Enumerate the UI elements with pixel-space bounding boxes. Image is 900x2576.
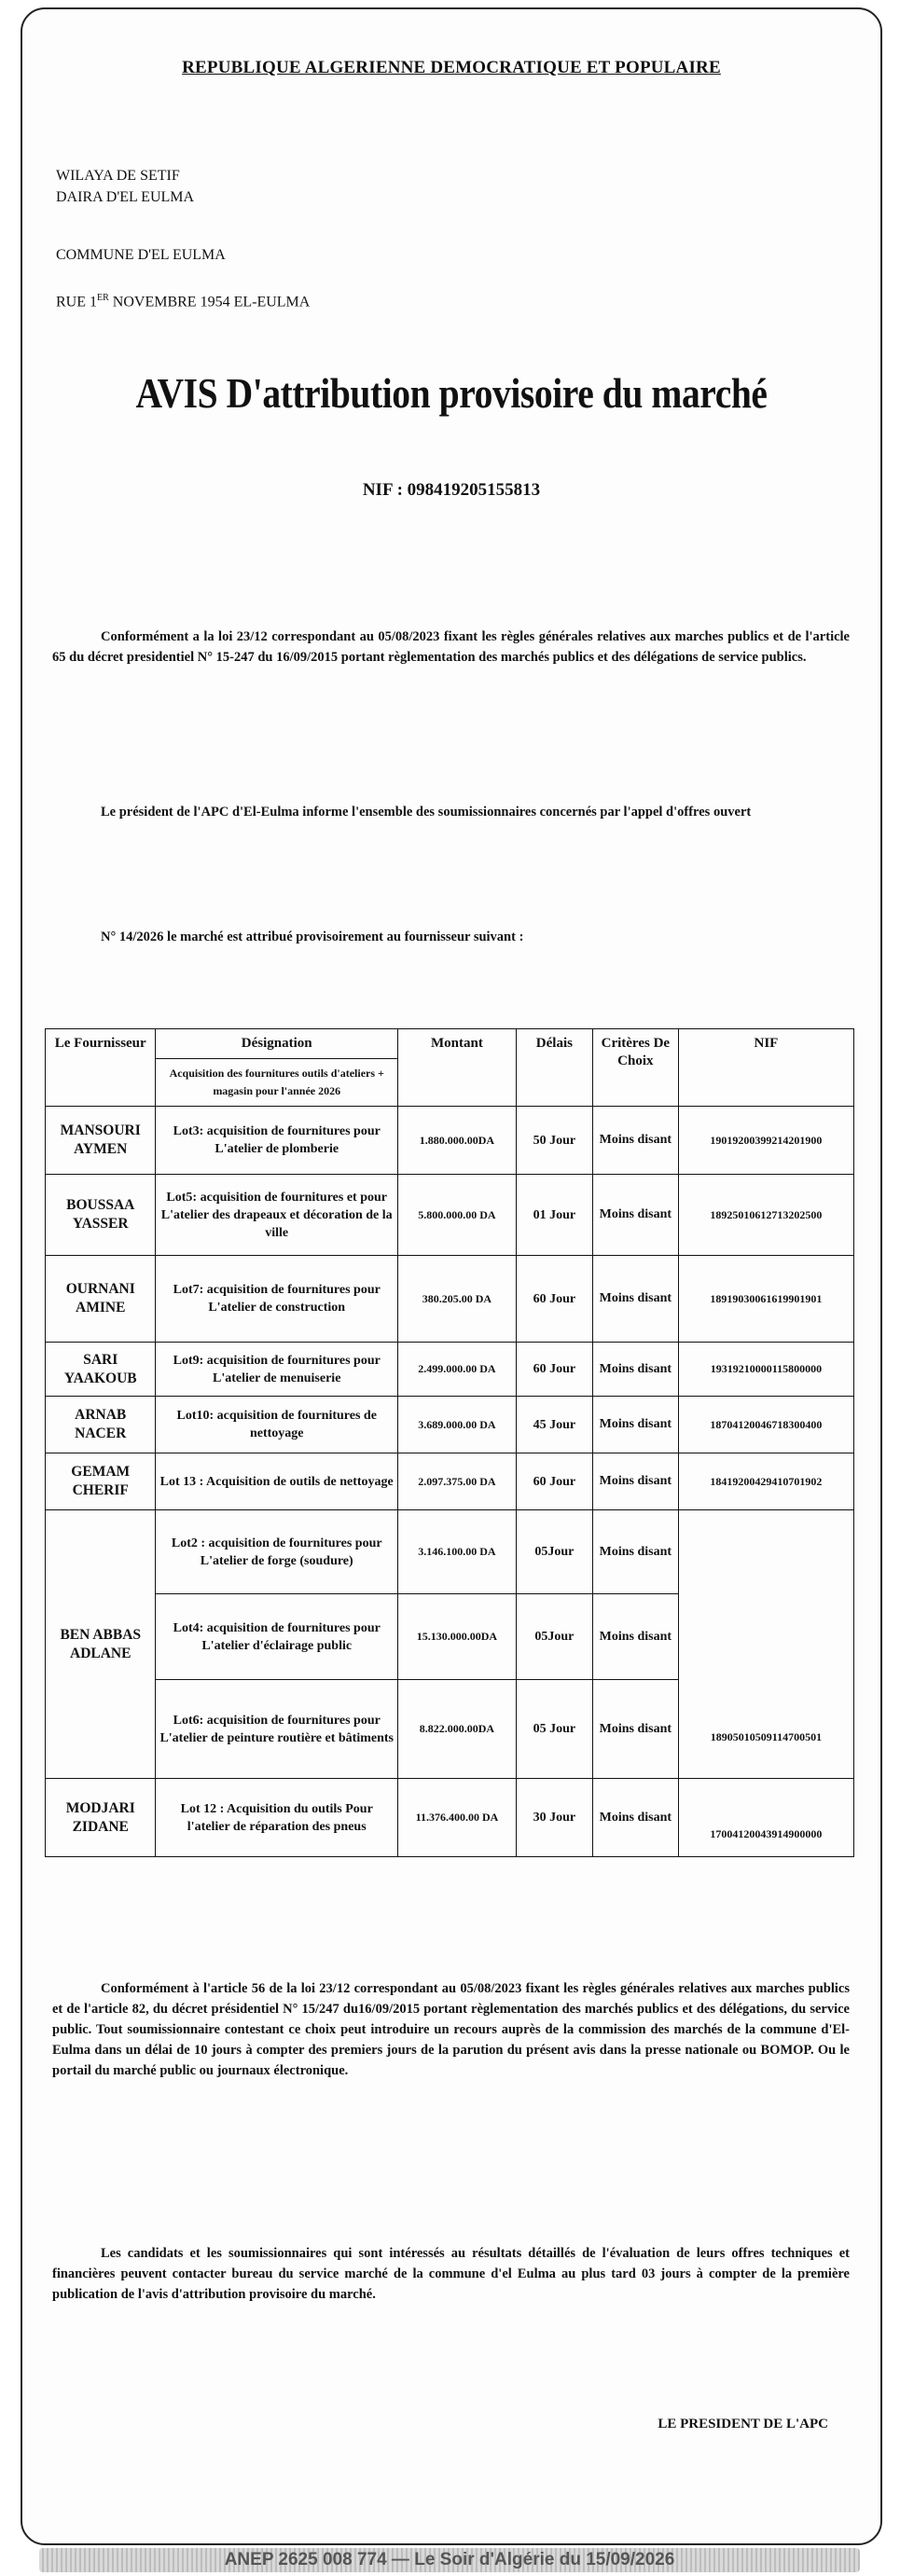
rue-sup: ER xyxy=(97,293,109,303)
cell-montant: 5.800.000.00 DA xyxy=(397,1175,516,1256)
cell-fournisseur: MODJARI ZIDANE xyxy=(46,1779,156,1857)
cell-montant: 2.499.000.00 DA xyxy=(397,1343,516,1397)
cell-delais: 05Jour xyxy=(516,1594,592,1680)
cell-montant: 1.880.000.00DA xyxy=(397,1107,516,1175)
cell-fournisseur: SARI YAAKOUB xyxy=(46,1343,156,1397)
cell-delais: 60 Jour xyxy=(516,1343,592,1397)
cell-criteres: Moins disant xyxy=(592,1680,678,1779)
paragraph-attribution: N° 14/2026 le marché est attribué provisoirement au fournisseur suivant : xyxy=(101,930,524,944)
cell-nif-group: 18905010509114700501 xyxy=(678,1510,853,1779)
cell-criteres: Moins disant xyxy=(592,1779,678,1857)
wilaya-line: WILAYA DE SETIF xyxy=(56,168,180,184)
cell-montant: 3.146.100.00 DA xyxy=(397,1510,516,1594)
rue-suffix: NOVEMBRE 1954 EL-EULMA xyxy=(108,294,311,310)
cell-designation: Lot2 : acquisition de fournitures pour L'atelier de forge (soudure) xyxy=(156,1510,398,1594)
table-row xyxy=(46,1343,854,1397)
cell-nif: 19319210000115800000 xyxy=(678,1343,853,1397)
header-fournisseur: Le Fournisseur xyxy=(46,1029,156,1107)
cell-montant: 2.097.375.00 DA xyxy=(397,1453,516,1510)
cell-criteres: Moins disant xyxy=(592,1175,678,1256)
cell-delais: 05 Jour xyxy=(516,1680,592,1779)
publication-banner: ANEP 2625 008 774 — Le Soir d'Algérie du 15/09/2026 xyxy=(39,2548,860,2572)
rue-prefix: RUE 1 xyxy=(56,294,97,310)
cell-nif: 18704120046718300400 xyxy=(678,1397,853,1453)
table-row xyxy=(46,1175,854,1256)
cell-nif: 18925010612713202500 xyxy=(678,1175,853,1256)
cell-fournisseur-group: BEN ABBAS ADLANE xyxy=(46,1510,156,1779)
cell-nif: 18919030061619901901 xyxy=(678,1256,853,1343)
cell-designation: Lot5: acquisition de fournitures et pour L'atelier des drapeaux et décoration de la ville xyxy=(156,1175,398,1256)
cell-delais: 05Jour xyxy=(516,1510,592,1594)
cell-montant: 8.822.000.00DA xyxy=(397,1680,516,1779)
cell-delais: 60 Jour xyxy=(516,1256,592,1343)
header-nif: NIF xyxy=(678,1029,853,1107)
cell-criteres: Moins disant xyxy=(592,1510,678,1594)
cell-criteres: Moins disant xyxy=(592,1107,678,1175)
table-header-row xyxy=(46,1029,854,1059)
table-row xyxy=(46,1107,854,1175)
paragraph-president: Le président de l'APC d'El-Eulma informe l'ensemble des soumissionnaires concernés par l'appel d'offres ouvert xyxy=(101,805,752,820)
cell-designation: Lot9: acquisition de fournitures pour L'atelier de menuiserie xyxy=(156,1343,398,1397)
table-row xyxy=(46,1453,854,1510)
rue-line xyxy=(56,293,310,310)
table-row xyxy=(46,1256,854,1343)
cell-criteres: Moins disant xyxy=(592,1594,678,1680)
cell-fournisseur: MANSOURI AYMEN xyxy=(46,1107,156,1175)
cell-delais: 50 Jour xyxy=(516,1107,592,1175)
signature: LE PRESIDENT DE L'APC xyxy=(658,2417,828,2431)
cell-delais: 30 Jour xyxy=(516,1779,592,1857)
cell-fournisseur: GEMAM CHERIF xyxy=(46,1453,156,1510)
cell-designation: Lot4: acquisition de fournitures pour L'atelier d'éclairage public xyxy=(156,1594,398,1680)
daira-line: DAIRA D'EL EULMA xyxy=(56,189,195,205)
cell-designation: Lot10: acquisition de fournitures de nettoyage xyxy=(156,1397,398,1453)
cell-montant: 15.130.000.00DA xyxy=(397,1594,516,1680)
cell-montant: 3.689.000.00 DA xyxy=(397,1397,516,1453)
cell-criteres: Moins disant xyxy=(592,1453,678,1510)
table-row xyxy=(46,1779,854,1857)
cell-delais: 60 Jour xyxy=(516,1453,592,1510)
republique-heading: REPUBLIQUE ALGERIENNE DEMOCRATIQUE ET POPULAIRE xyxy=(182,58,721,77)
cell-criteres: Moins disant xyxy=(592,1397,678,1453)
cell-delais: 01 Jour xyxy=(516,1175,592,1256)
cell-fournisseur: BOUSSAA YASSER xyxy=(46,1175,156,1256)
header-designation-sub: Acquisition des fournitures outils d'ateliers + magasin pour l'année 2026 xyxy=(156,1059,398,1107)
table-row xyxy=(46,1397,854,1453)
cell-delais: 45 Jour xyxy=(516,1397,592,1453)
cell-nif: 17004120043914900000 xyxy=(678,1779,853,1857)
paragraph-recours: Conformément à l'article 56 de la loi 23/12 correspondant au 05/08/2023 fixant les règles générales relatives aux marches publics et de l'article 82, du décret présidentiel N° 15/247 du16/09/2015 portant règlementation des marchés publics et des délégations, du service public. Tout soumissionnaire contestant ce choix peut introduire un recours auprès de la commission des marchés de la commune d'El-Eulma dans un délai de 10 jours à compter des premiers jours de la parution du présent avis dans la presse nationale ou BOMOP. Ou le portail du marché public ou journaux électronique. xyxy=(52,1981,850,2078)
cell-designation: Lot7: acquisition de fournitures pour L'atelier de construction xyxy=(156,1256,398,1343)
cell-fournisseur: ARNAB NACER xyxy=(46,1397,156,1453)
cell-designation: Lot6: acquisition de fournitures pour L'atelier de peinture routière et bâtiments xyxy=(156,1680,398,1779)
cell-criteres: Moins disant xyxy=(592,1343,678,1397)
cell-fournisseur: OURNANI AMINE xyxy=(46,1256,156,1343)
commune-line: COMMUNE D'EL EULMA xyxy=(56,247,226,263)
table-row xyxy=(46,1510,854,1594)
cell-montant: 11.376.400.00 DA xyxy=(397,1779,516,1857)
page-title: AVIS D'attribution provisoire du marché xyxy=(135,369,768,417)
header-delais: Délais xyxy=(516,1029,592,1107)
cell-designation: Lot 12 : Acquisition du outils Pour l'atelier de réparation des pneus xyxy=(156,1779,398,1857)
cell-designation: Lot 13 : Acquisition de outils de nettoyage xyxy=(156,1453,398,1510)
cell-criteres: Moins disant xyxy=(592,1256,678,1343)
nif-number: NIF : 098419205155813 xyxy=(362,480,541,500)
header-designation: Désignation xyxy=(156,1029,398,1059)
paragraph-candidats: Les candidats et les soumissionnaires qui sont intéressés au résultats détaillés de l'évaluation de leurs offres techniques et financières peuvent contacter bureau du service marché de la commune d'el Eulma au plus tard 03 jours à compter de la première publication de l'avis d'attribution provisoire du marché. xyxy=(52,2246,850,2302)
cell-nif: 19019200399214201900 xyxy=(678,1107,853,1175)
header-criteres: Critères De Choix xyxy=(592,1029,678,1107)
attribution-table xyxy=(45,1028,854,1857)
cell-montant: 380.205.00 DA xyxy=(397,1256,516,1343)
cell-designation: Lot3: acquisition de fournitures pour L'atelier de plomberie xyxy=(156,1107,398,1175)
document-frame xyxy=(21,7,882,2545)
header-montant: Montant xyxy=(397,1029,516,1107)
paragraph-intro: Conformément a la loi 23/12 correspondant au 05/08/2023 fixant les règles générales relatives aux marches publics et de l'article 65 du décret presidentiel N° 15-247 du 16/09/2015 portant règlementation des marchés publics et des délégations de service publics. xyxy=(52,629,850,665)
cell-nif: 18419200429410701902 xyxy=(678,1453,853,1510)
